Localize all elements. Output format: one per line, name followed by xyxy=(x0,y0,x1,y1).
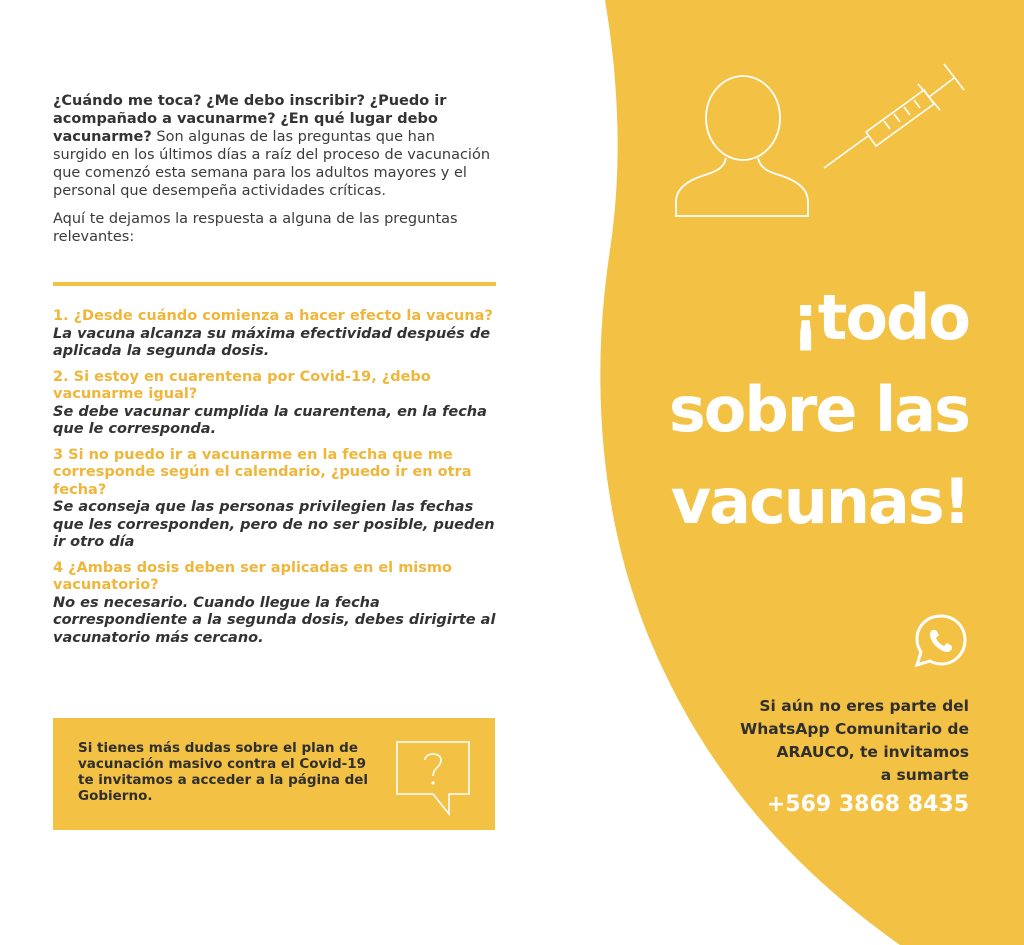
title-line: ¡todo xyxy=(791,281,969,354)
phone-number[interactable]: +569 3868 8435 xyxy=(766,792,969,817)
whatsapp-invite xyxy=(669,695,969,787)
faq-question: 2. Si estoy en cuarentena por Covid-19, ¿debo vacunarme igual? xyxy=(53,368,431,402)
faq-item xyxy=(53,447,498,552)
info-box-text: Si tienes más dudas sobre el plan de vacunación masivo contra el Covid-19 te invitamos a acceder a la página del Gobierno. xyxy=(78,740,369,804)
faq-item xyxy=(53,560,498,648)
divider xyxy=(53,282,496,286)
intro-paragraph xyxy=(53,92,493,200)
title-line: sobre las xyxy=(668,373,969,446)
intro-paragraph-2: Aquí te dejamos la respuesta a alguna de las preguntas relevantes: xyxy=(53,211,458,245)
faq-answer: Se aconseja que las personas privilegien las fechas que les corresponden, pero de no ser posible, pueden ir otro día xyxy=(53,499,495,550)
intro-text xyxy=(53,92,493,256)
invite-line: WhatsApp Comunitario de xyxy=(740,720,969,738)
invite-line: Si aún no eres parte del xyxy=(759,697,969,715)
invite-line: a sumarte xyxy=(880,766,969,784)
main-title xyxy=(549,272,969,548)
faq-answer: No es necesario. Cuando llegue la fecha correspondiente a la segunda dosis, debes dirigirte al vacunatorio más cercano. xyxy=(53,594,496,646)
title-line: vacunas! xyxy=(670,465,969,538)
intro-question: ¿En qué lugar debo vacunarme? xyxy=(53,111,438,145)
invite-line: ARAUCO, te invitamos xyxy=(776,743,969,761)
faq-question: 3 Si no puedo ir a vacunarme en la fecha que me corresponde según el calendario, ¿puedo ir en otra fecha? xyxy=(53,446,472,498)
faq-question: 1. ¿Desde cuándo comienza a hacer efecto la vacuna? xyxy=(53,308,493,324)
person-icon xyxy=(668,70,818,225)
intro-body: Son algunas de las preguntas que han surgido en los últimos días a raíz del proceso de vacunación que comenzó esta semana para los adultos mayores y el personal que desempeña actividades críticas. xyxy=(53,129,491,199)
whatsapp-icon xyxy=(912,612,970,670)
faq-list xyxy=(53,308,498,655)
syringe-icon xyxy=(820,58,970,173)
question-bubble-icon xyxy=(393,738,473,818)
faq-question: 4 ¿Ambas dosis deben ser aplicadas en el mismo vacunatorio? xyxy=(53,559,452,593)
info-box xyxy=(53,718,495,830)
faq-answer: Se debe vacunar cumplida la cuarentena, en la fecha que le corresponda. xyxy=(53,403,487,437)
faq-answer: La vacuna alcanza su máxima efectividad después de aplicada la segunda dosis. xyxy=(53,325,491,359)
intro-question: ¿Cuándo me toca? xyxy=(53,93,202,109)
faq-item xyxy=(53,369,498,439)
intro-question: ¿Puedo ir acompañado a vacunarme? xyxy=(53,93,447,127)
faq-item xyxy=(53,308,498,361)
intro-question: ¿Me debo inscribir? xyxy=(206,93,366,109)
